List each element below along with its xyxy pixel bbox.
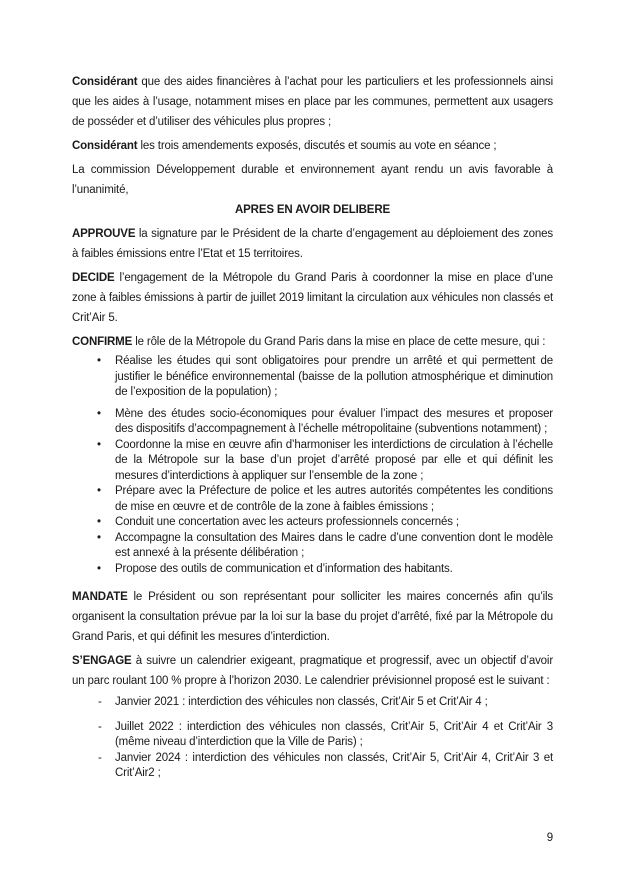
paragraph-lead: Considérant	[72, 76, 138, 88]
paragraph-text: La commission Développement durable et environnement ayant rendu un avis favorable à l’unanimité,	[72, 164, 553, 196]
paragraph-considerant-2	[72, 136, 553, 156]
paragraph-text: le rôle de la Métropole du Grand Paris dans la mise en place de cette mesure, qui :	[135, 336, 546, 348]
paragraph-considerant-1	[72, 72, 553, 132]
paragraph-mandate	[72, 587, 553, 647]
paragraph-text: à suivre un calendrier exigeant, pragmatique et progressif, avec un objectif d’avoir un parc roulant 100 % propre à l’horizon 2030. Le calendrier prévisionnel proposé est le suivant :	[72, 655, 553, 687]
bullet-item: • Propose des outils de communication et d’information des habitants.	[72, 562, 553, 578]
paragraph-lead: Considérant	[72, 140, 138, 152]
confirme-bullet-list	[72, 354, 553, 577]
paragraph-lead: S’ENGAGE	[72, 655, 132, 667]
paragraph-text: que des aides financières à l’achat pour les particuliers et les professionnels ainsi que les aides à l’usage, notamment mises en place par les communes, permettent aux usagers de posséder et d’utiliser des véhicules plus propres ;	[72, 76, 554, 128]
paragraph-decide	[72, 268, 553, 328]
deliberation-heading: APRES EN AVOIR DELIBERE	[234, 204, 391, 216]
paragraph-approuve	[72, 224, 553, 264]
paragraph-text: le Président ou son représentant pour solliciter les maires concernés afin qu’ils organisent la consultation prévue par la loi sur la base du projet d’arrêté, fixé par la Métropole du Grand Paris, et qui définit les mesures d’interdiction.	[72, 591, 554, 643]
paragraph-lead: DECIDE	[72, 272, 115, 284]
paragraph-text: les trois amendements exposés, discutés et soumis au vote en séance ;	[140, 140, 497, 152]
bullet-item: • Prépare avec la Préfecture de police et les autres autorités compétentes les conditions de mise en œuvre et de contrôle de la zone à faibles émissions ;	[72, 484, 553, 515]
paragraph-text: la signature par le Président de la charte d’engagement au déploiement des zones à faibles émissions entre l’Etat et 15 territoires.	[72, 228, 554, 260]
calendar-item: - Juillet 2022 : interdiction des véhicules non classés, Crit’Air 5, Crit’Air 4 et Crit’Air 3 (même niveau d’interdiction que la Ville de Paris) ;	[72, 720, 553, 751]
calendar-item: - Janvier 2024 : interdiction des véhicules non classés, Crit’Air 5, Crit’Air 4, Crit’Air 3 et Crit’Air2 ;	[72, 751, 553, 782]
page-number: 9	[546, 832, 553, 844]
paragraph-lead: MANDATE	[72, 591, 128, 603]
calendar-dash-list	[72, 695, 553, 782]
paragraph-lead: CONFIRME	[72, 336, 133, 348]
paragraph-confirme	[72, 332, 553, 352]
bullet-item: • Mène des études socio-économiques pour évaluer l’impact des mesures et proposer des dispositifs d’accompagnement à l’échelle métropolitaine (subventions notamment) ;	[72, 407, 553, 438]
bullet-item: • Conduit une concertation avec les acteurs professionnels concernés ;	[72, 515, 553, 531]
paragraph-text: l’engagement de la Métropole du Grand Paris à coordonner la mise en place d’une zone à faibles émissions à partir de juillet 2019 limitant la circulation aux véhicules non classés et Crit’Air 5.	[72, 272, 553, 324]
bullet-item: • Accompagne la consultation des Maires dans le cadre d’une convention dont le modèle est annexé à la présente délibération ;	[72, 531, 553, 562]
paragraph-engage	[72, 651, 553, 691]
bullet-item: • Réalise les études qui sont obligatoires pour prendre un arrêté et qui permettent de justifier le bénéfice environnemental (baisse de la pollution atmosphérique et diminution de l’exposition de la population) ;	[72, 354, 553, 401]
paragraph-commission	[72, 160, 553, 200]
calendar-item: - Janvier 2021 : interdiction des véhicules non classés, Crit’Air 5 et Crit’Air 4 ;	[72, 695, 553, 711]
bullet-item: • Coordonne la mise en œuvre afin d’harmoniser les interdictions de circulation à l’échelle de la Métropole sur la base d’un projet d’arrêté proposé par elle et qui définit les mesures d’interdictions à appliquer sur l’ensemble de la zone ;	[72, 438, 553, 485]
paragraph-lead: APPROUVE	[72, 228, 136, 240]
